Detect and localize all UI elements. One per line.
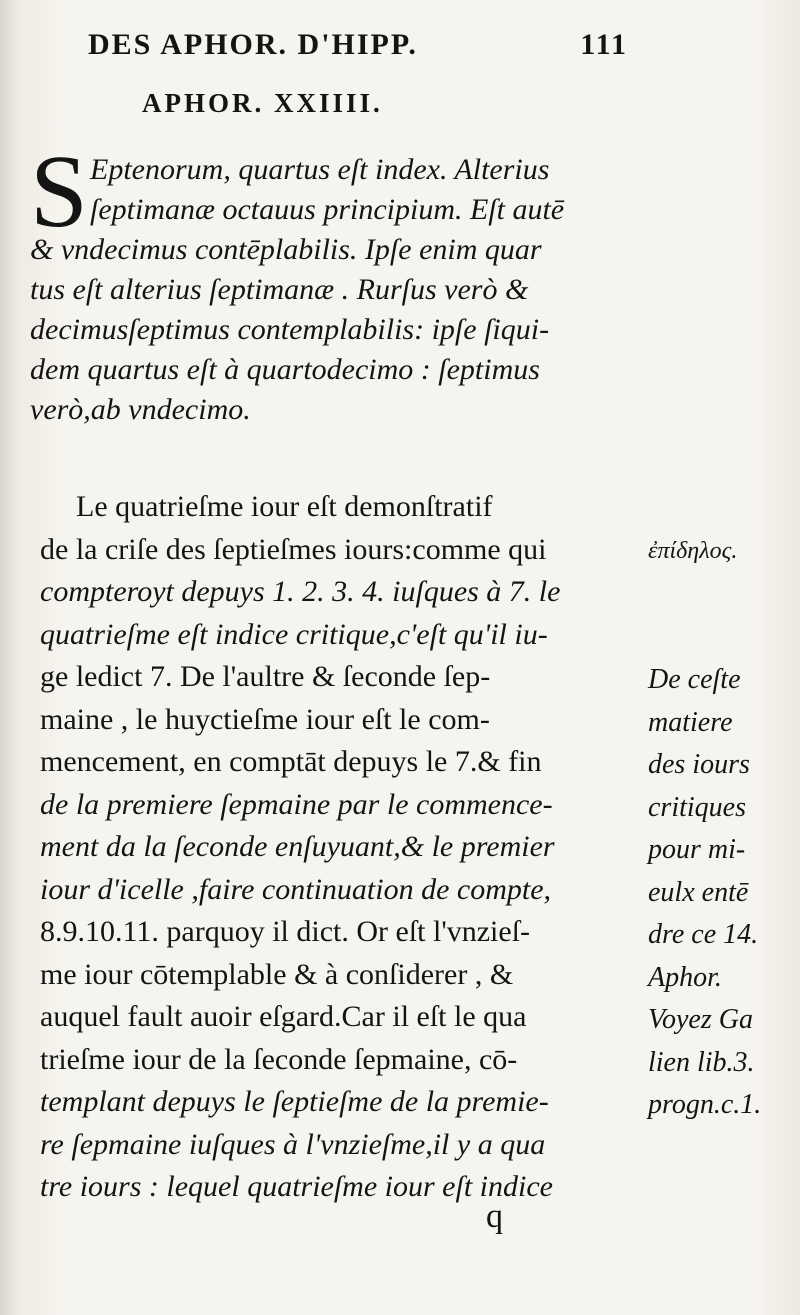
- margin-notes: [648, 659, 798, 1127]
- running-title: DES APHOR. D'HIPP.: [88, 28, 418, 61]
- french-line: mencement, en comptāt depuys le 7.& fin: [40, 745, 542, 778]
- latin-line: verò,ab vndecimo.: [30, 393, 251, 426]
- french-line: me iour cōtemplable & à conſiderer , &: [40, 957, 514, 991]
- french-commentary: [40, 486, 640, 1209]
- french-line: auquel fault auoir eſgard.Car il eſt le qua: [40, 1000, 527, 1033]
- margin-note-line: des iours: [648, 749, 750, 780]
- margin-note-line: Voyez Ga: [648, 1004, 753, 1035]
- french-line: de la premiere ſepmaine par le commence-: [40, 787, 553, 821]
- drop-capital: S: [30, 134, 88, 249]
- french-line: tre iours : lequel quatrieſme iour eſt indice: [40, 1170, 553, 1203]
- french-line: ment da la ſeconde enſuyuant,& le premier: [40, 830, 555, 863]
- margin-note-line: critiques: [648, 791, 746, 823]
- latin-aphorism-text: [30, 150, 640, 430]
- french-line: iour d'icelle ,faire continuation de compte,: [40, 872, 552, 906]
- french-line: 8.9.10.11. parquoy il dict. Or eſt l'vnzieſ-: [40, 915, 531, 948]
- french-line: templant depuys le ſeptieſme de la premie-: [40, 1085, 549, 1118]
- page-number: 111: [580, 28, 628, 61]
- running-header: [88, 28, 628, 62]
- french-line: quatrieſme eſt indice critique,c'eſt qu'il iu-: [40, 617, 548, 651]
- margin-note-line: Aphor.: [648, 961, 722, 993]
- french-line: re ſepmaine iuſques à l'vnzieſme,il y a qua: [40, 1127, 546, 1161]
- french-line: compteroyt depuys 1. 2. 3. 4. iuſques à 7. le: [40, 575, 561, 608]
- latin-line: Eptenorum, quartus eſt index. Alterius: [90, 153, 550, 186]
- signature-mark: q: [486, 1198, 503, 1235]
- latin-line: dem quartus eſt à quartodecimo : ſeptimus: [30, 353, 540, 386]
- margin-note-line: De ceſte: [648, 664, 741, 695]
- margin-note-line: pour mi-: [648, 834, 746, 865]
- french-line: de la criſe des ſeptieſmes iours:comme qui: [40, 532, 547, 566]
- latin-line: & vndecimus contēplabilis. Ipſe enim quar: [30, 233, 542, 266]
- margin-greek-note: ἐπίδηλος.: [648, 538, 738, 564]
- latin-line: tus eſt alterius ſeptimanæ . Rurſus verò &: [30, 273, 529, 306]
- latin-line: decimusſeptimus contemplabilis: ipſe ſiqui-: [30, 313, 550, 346]
- margin-note-line: matiere: [648, 706, 733, 738]
- french-line: trieſme iour de la ſeconde ſepmaine, cō-: [40, 1042, 518, 1076]
- margin-note-line: lien lib.3.: [648, 1046, 755, 1078]
- margin-note-line: dre ce 14.: [648, 919, 759, 950]
- french-line: ge ledict 7. De l'aultre & ſeconde ſep-: [40, 660, 491, 693]
- aphorism-title: APHOR. XXIIII.: [142, 88, 383, 118]
- french-line: Le quatrieſme iour eſt demonſtratif: [76, 490, 493, 523]
- latin-line: ſeptimanæ octauus principium. Eſt autē: [90, 193, 565, 226]
- margin-note-line: progn.c.1.: [648, 1089, 762, 1120]
- french-line: maine , le huyctieſme iour eſt le com-: [40, 702, 490, 736]
- margin-note-line: eulx entē: [648, 876, 749, 908]
